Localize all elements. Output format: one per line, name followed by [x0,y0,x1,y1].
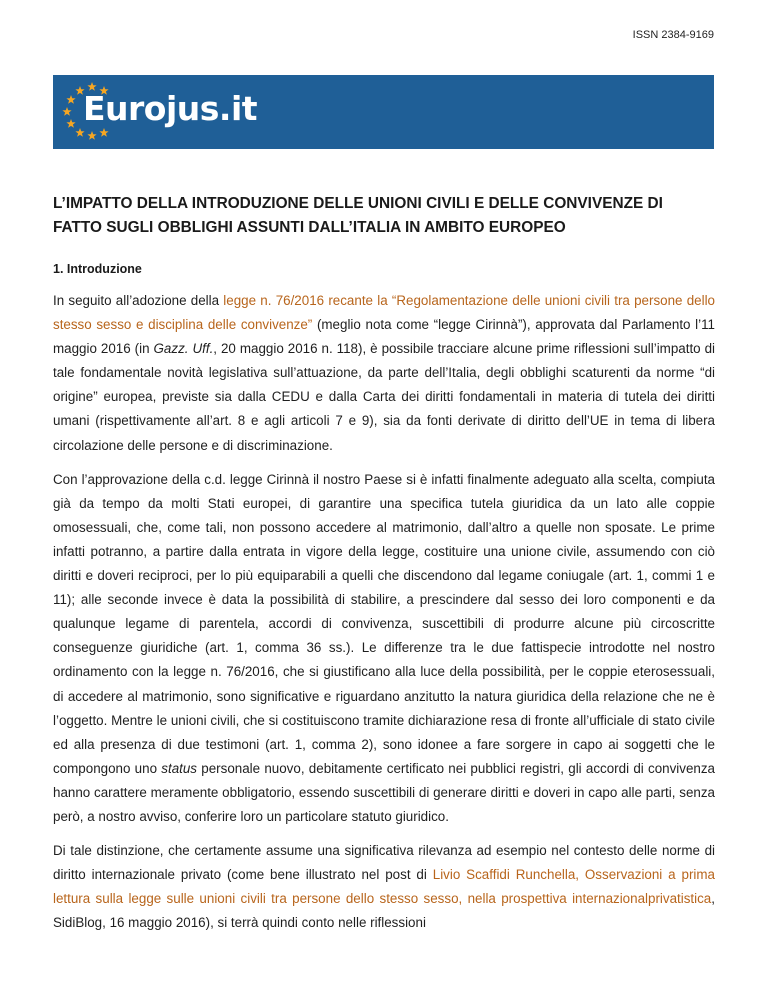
paragraph-1: In seguito all’adozione della legge n. 76/2016 recante la “Regolamentazione delle unioni civili tra persone dello stesso sesso e disciplina delle convivenze” (meglio nota come “legge Cirinnà”), approvata dal Parlamento l’11 maggio 2016 (in Gazz. Uff., 20 maggio 2016 n. 118), è possibile tracciare alcune prime riflessioni sull’impatto di tale fondamentale novità legislativa sull’attuazione, da parte dell’Italia, degli obblighi scaturenti da norme “di origine” europea, previste sia dalla CEDU e dalla Carta dei diritti fondamentali in materia di tutela dei diritti umani (rispettivamente all’art. 8 e agli articoli 7 e 9), sia da fonti derivate di diritto dell’UE in tema di libera circolazione delle persone e di discriminazione. [53,293,716,453]
eurojus-banner [53,75,714,149]
sidiblog-link[interactable]: Livio Scaffidi Runchella, Osservazioni a prima lettura sulla legge sulle unioni civili tra persone dello stesso sesso, nella prospettiva internazionalprivatistica [53,867,715,907]
paragraph-2: Con l’approvazione della c.d. legge Cirinnà il nostro Paese si è infatti finalmente adeguato alla scelta, compiuta già da tempo da molti Stati europei, di garantire una specifica tutela giuridica da un lato alle coppie omosessuali, che, come tali, non possono accedere al matrimonio, dall’altro a quelle non sposate. Le prime infatti potranno, a partire dalla entrata in vigore della legge, costituire una unione civile, assumendo con ciò diritti e doveri reciproci, per lo più equiparabili a quelli che discendono dal legame coniugale (art. 1, commi 1 e 11); alle seconde invece è data la possibilità di stabilire, a prescindere dal sesso dei loro componenti e da qualunque legame di parentela, accordi di convivenza, suscettibili di produrre alcune più circoscritte conseguenze giuridiche (art. 1, comma 36 ss.). Le differenze tra le due fattispecie introdotte nel nostro ordinamento con la legge n. 76/2016, che si giustificano alla luce della possibilità, per le coppie eterosessuali, di accedere al matrimonio, sono significative e riguardano anzitutto la natura giuridica della relazione che ne è l’oggetto. Mentre le unioni civili, che si costituiscono tramite dichiarazione resa di fronte all’ufficiale di stato civile ed alla presenza di due testimoni (art. 1, comma 2), sono idonee a fare sorgere in capo ai soggetti che le compongono uno status personale nuovo, debitamente certificato nei pubblici registri, gli accordi di convivenza hanno carattere meramente obbligatorio, essendo suscettibili di generare diritti e doveri in capo alle parti, senza però, a nostro avviso, conferire loro un particolare statuto giuridico. [53,471,715,824]
site-logo[interactable]: Eurojus.it [83,89,258,128]
law-link[interactable]: legge n. 76/2016 recante la “Regolamentazione delle unioni civili tra persone dello stesso sesso e disciplina delle convivenze” [53,293,715,333]
issn-number: ISSN 2384-9169 [632,29,714,41]
paragraph-3: Di tale distinzione, che certamente assume una significativa rilevanza ad esempio nel contesto delle norme di diritto internazionale privato (come bene illustrato nel post di Livio Scaffidi Runchella, Osservazioni a prima lettura sulla legge sulle unioni civili tra persone dello stesso sesso, nella prospettiva internazionalprivatistica, SidiBlog, 16 maggio 2016), si terrà quindi conto nelle riflessioni [53,843,715,931]
article-body [53,289,715,945]
section-heading: 1. Introduzione [53,262,142,276]
article-title: L’IMPATTO DELLA INTRODUZIONE DELLE UNIONI CIVILI E DELLE CONVIVENZE DI FATTO SUGLI OBBLIGHI ASSUNTI DALL’ITALIA IN AMBITO EUROPEO [53,195,663,236]
